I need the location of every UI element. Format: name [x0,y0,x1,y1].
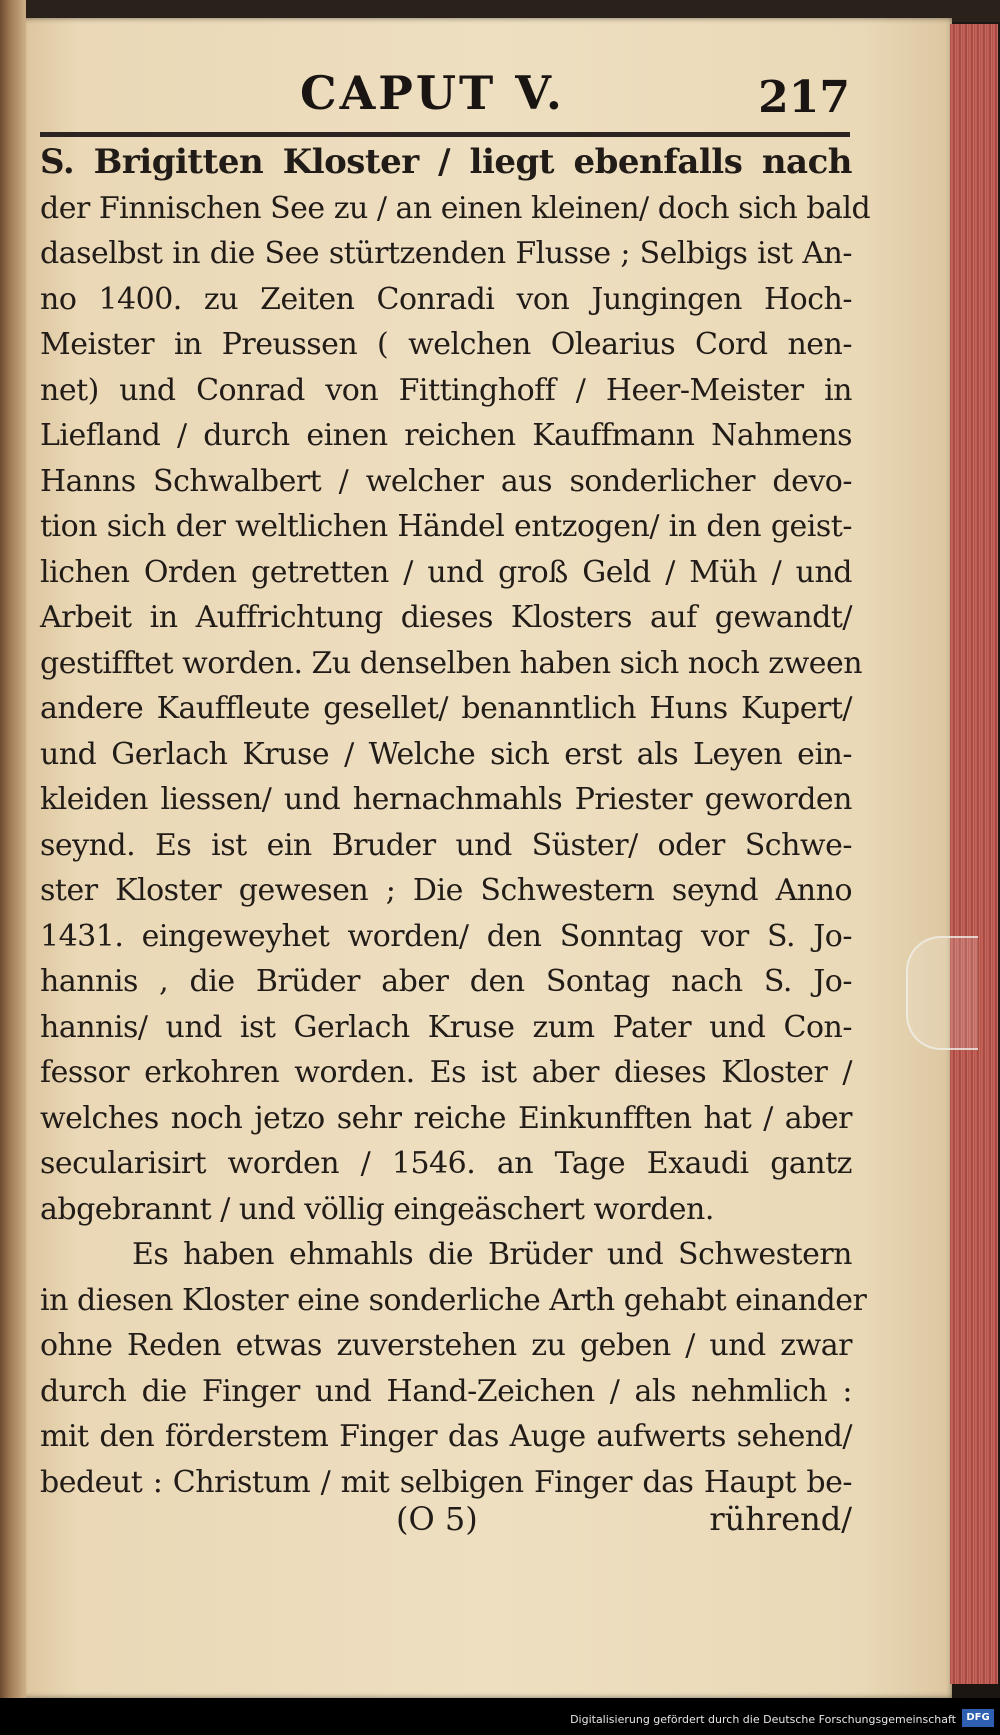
text-line: net) und Conrad von Fittinghoff / Heer-Meister in [40,372,852,408]
text-line: no 1400. zu Zeiten Conradi von Jungingen Hoch- [40,281,852,317]
text-line: S. Brigitten Kloster / liegt ebenfalls nach [40,142,852,182]
text-line: in diesen Kloster eine sonderliche Arth gehabt einander [40,1282,867,1318]
text-line: kleiden liessen/ und hernachmahls Priester geworden [40,782,852,817]
text-line: secularisirt worden / 1546. an Tage Exaudi gantz [40,1146,852,1181]
text-line: ohne Reden etwas zuverstehen zu geben / und zwar [40,1328,852,1363]
text-line: und Gerlach Kruse / Welche sich erst als Leyen ein- [40,736,852,772]
text-line: hannis/ und ist Gerlach Kruse zum Pater und Con- [40,1009,852,1045]
text-line: tion sich der weltlichen Händel entzogen/ in den geist- [40,509,852,544]
digitization-credit: Digitalisierung gefördert durch die Deutsche Forschungsgemeinschaft [570,1713,956,1726]
text-line: Arbeit in Auffrichtung dieses Klosters auf gewandt/ [40,600,852,635]
text-line: Meister in Preussen ( welchen Olearius Cord nen- [40,327,852,362]
catchword: rührend/ [709,1500,852,1538]
signature-mark: (O 5) [396,1500,478,1538]
text-line: andere Kauffleute gesellet/ benanntlich Huns Kupert/ [40,691,852,726]
book-spine-edge [0,0,26,1735]
text-line: ster Kloster gewesen ; Die Schwestern seynd Anno [40,873,852,908]
text-line: hannis , die Brüder aber den Sontag nach S. Jo- [40,964,852,999]
text-line: welches noch jetzo sehr reiche Einkunfften hat / aber [40,1100,852,1136]
dfg-logo-icon: DFG [962,1709,994,1727]
text-line: abgebrannt / und völlig eingeäschert worden. [40,1191,714,1227]
page-edge-red-gilt [950,24,998,1684]
text-line: bedeut : Christum / mit selbigen Finger das Haupt be- [40,1464,852,1500]
text-line: seynd. Es ist ein Bruder und Süster/ oder Schwe- [40,827,852,863]
chapter-title: CAPUT V. [300,66,565,120]
text-line: 1431. eingeweyhet worden/ den Sonntag vor S. Jo- [40,918,852,954]
text-line: lichen Orden getretten / und groß Geld / Müh / und [40,554,852,590]
text-line: mit den förderstem Finger das Auge aufwerts sehend/ [40,1419,852,1454]
text-line: der Finnischen See zu / an einen kleinen/ doch sich bald [40,190,871,226]
text-line: daselbst in die See stürtzenden Flusse ; Selbigs ist An- [40,236,852,271]
page-footer [40,1500,852,1546]
header-rule [40,132,850,137]
text-line: Liefland / durch einen reichen Kauffmann Nahmens [40,418,852,453]
text-line: gestifftet worden. Zu denselben haben sich noch zween [40,645,863,681]
text-line: Hanns Schwalbert / welcher aus sonderlicher devo- [40,463,852,499]
text-line: fessor erkohren worden. Es ist aber dieses Kloster / [40,1055,852,1090]
clip-tab-icon [906,936,978,1050]
running-header [38,66,850,126]
page-number: 217 [758,72,850,123]
body-text [40,140,871,1505]
text-line: durch die Finger und Hand-Zeichen / als nehmlich : [40,1373,852,1409]
text-line: Es haben ehmahls die Brüder und Schwestern [132,1237,852,1272]
